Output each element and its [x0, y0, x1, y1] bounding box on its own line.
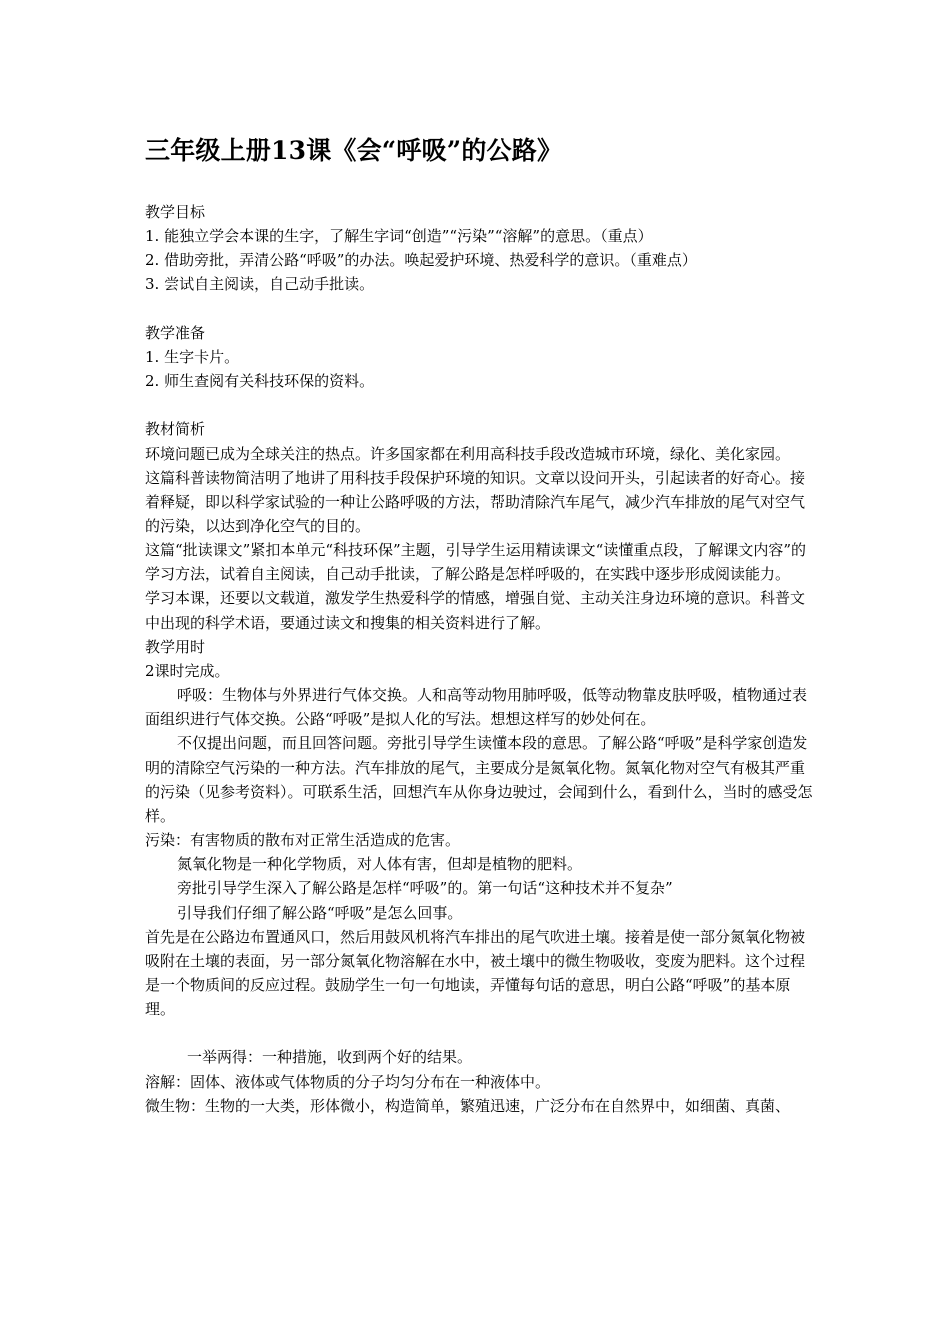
blank-line: [145, 297, 815, 321]
goals-heading: 教学目标: [145, 203, 206, 221]
note-paragraph: 引导我们仔细了解公路“呼吸”是怎么回事。: [177, 903, 463, 922]
goal-item: 3. 尝试自主阅读，自己动手批读。: [145, 275, 375, 294]
note-paragraph: 不仅提出问题，而且回答问题。旁批引导学生读懂本段的意思。了解公路“呼吸”是科学家创造发明的清除空气污染的一种方法。汽车排放的尾气，主要成分是氮氧化物。氮氧化物对空气有极其严重的污染（见参考资料）。可联系生活，回想汽车从你身边驶过，会闻到什么，看到什么，当时的感受怎样。: [145, 734, 813, 825]
analysis-paragraph: 学习本课，还要以文载道，激发学生热爱科学的情感，增强自觉、主动关注身边环境的意识。科普文中出现的科学术语，要通过读文和搜集的相关资料进行了解。: [145, 589, 806, 632]
goal-item: 2. 借助旁批，弄清公路“呼吸”的办法。唤起爱护环境、热爱科学的意识。（重难点）: [145, 251, 697, 270]
note-paragraph: 溶解：固体、液体或气体物质的分子均匀分布在一种液体中。: [145, 1072, 551, 1091]
note-paragraph: 氮氧化物是一种化学物质，对人体有害，但却是植物的肥料。: [177, 855, 583, 874]
note-paragraph: 首先是在公路边布置通风口，然后用鼓风机将汽车排出的尾气吹进土壤。接着是使一部分氮氧化物被吸附在土壤的表面，另一部分氮氧化物溶解在水中，被土壤中的微生物吸收，变废为肥料。这个过程是一个物质间的反应过程。鼓励学生一句一句地读，弄懂每句话的意思，明白公路“呼吸”的基本原理。: [145, 927, 806, 1019]
blank-line: [145, 393, 815, 417]
goal-item: 1. 能独立学会本课的生字，了解生字词“创造”“污染”“溶解”的意思。（重点）: [145, 227, 653, 246]
analysis-paragraph: 这篇科普读物简洁明了地讲了用科技手段保护环境的知识。文章以设问开头，引起读者的好奇心。接着释疑，即以科学家试验的一种让公路呼吸的方法，帮助清除汽车尾气，减少汽车排放的尾气对空气的污染，以达到净化空气的目的。: [145, 468, 806, 535]
prep-heading: 教学准备: [145, 323, 206, 342]
note-paragraph: 污染：有害物质的散布对正常生活造成的危害。: [145, 831, 461, 850]
note-paragraph: 微生物：生物的一大类，形体微小，构造简单，繁殖迅速，广泛分布在自然界中，如细菌、真菌、: [145, 1096, 791, 1115]
note-paragraph: 呼吸：生物体与外界进行气体交换。人和高等动物用肺呼吸，低等动物靠皮肤呼吸，植物通过表面组织进行气体交换。公路“呼吸”是拟人化的写法。想想这样写的妙处何在。: [145, 686, 808, 729]
note-paragraph: 旁批引导学生深入了解公路是怎样“呼吸”的。第一句话“这种技术并不复杂”: [177, 879, 673, 898]
blank-line: [145, 1021, 815, 1045]
analysis-paragraph: 环境问题已成为全球关注的热点。许多国家都在利用高科技手段改造城市环境，绿化、美化家园。: [145, 444, 791, 463]
analysis-paragraph: 这篇“批读课文”紧扣本单元“科技环保”主题，引导学生运用精读课文“读懂重点段，了解课文内容”的学习方法，试着自主阅读，自己动手批读，了解公路是怎样呼吸的，在实践中逐步形成阅读能力。: [145, 541, 807, 584]
analysis-heading: 教材简析: [145, 420, 206, 439]
time-text: 2课时完成。: [145, 661, 230, 680]
prep-item: 1. 生字卡片。: [145, 347, 240, 366]
page-title: 三年级上册13课《会“呼吸”的公路》: [145, 136, 563, 165]
prep-item: 2. 师生查阅有关科技环保的资料。: [145, 372, 375, 391]
note-paragraph: 一举两得：一种措施，收到两个好的结果。: [187, 1048, 473, 1067]
document-body: [145, 200, 815, 1118]
time-heading: 教学用时: [145, 637, 206, 656]
